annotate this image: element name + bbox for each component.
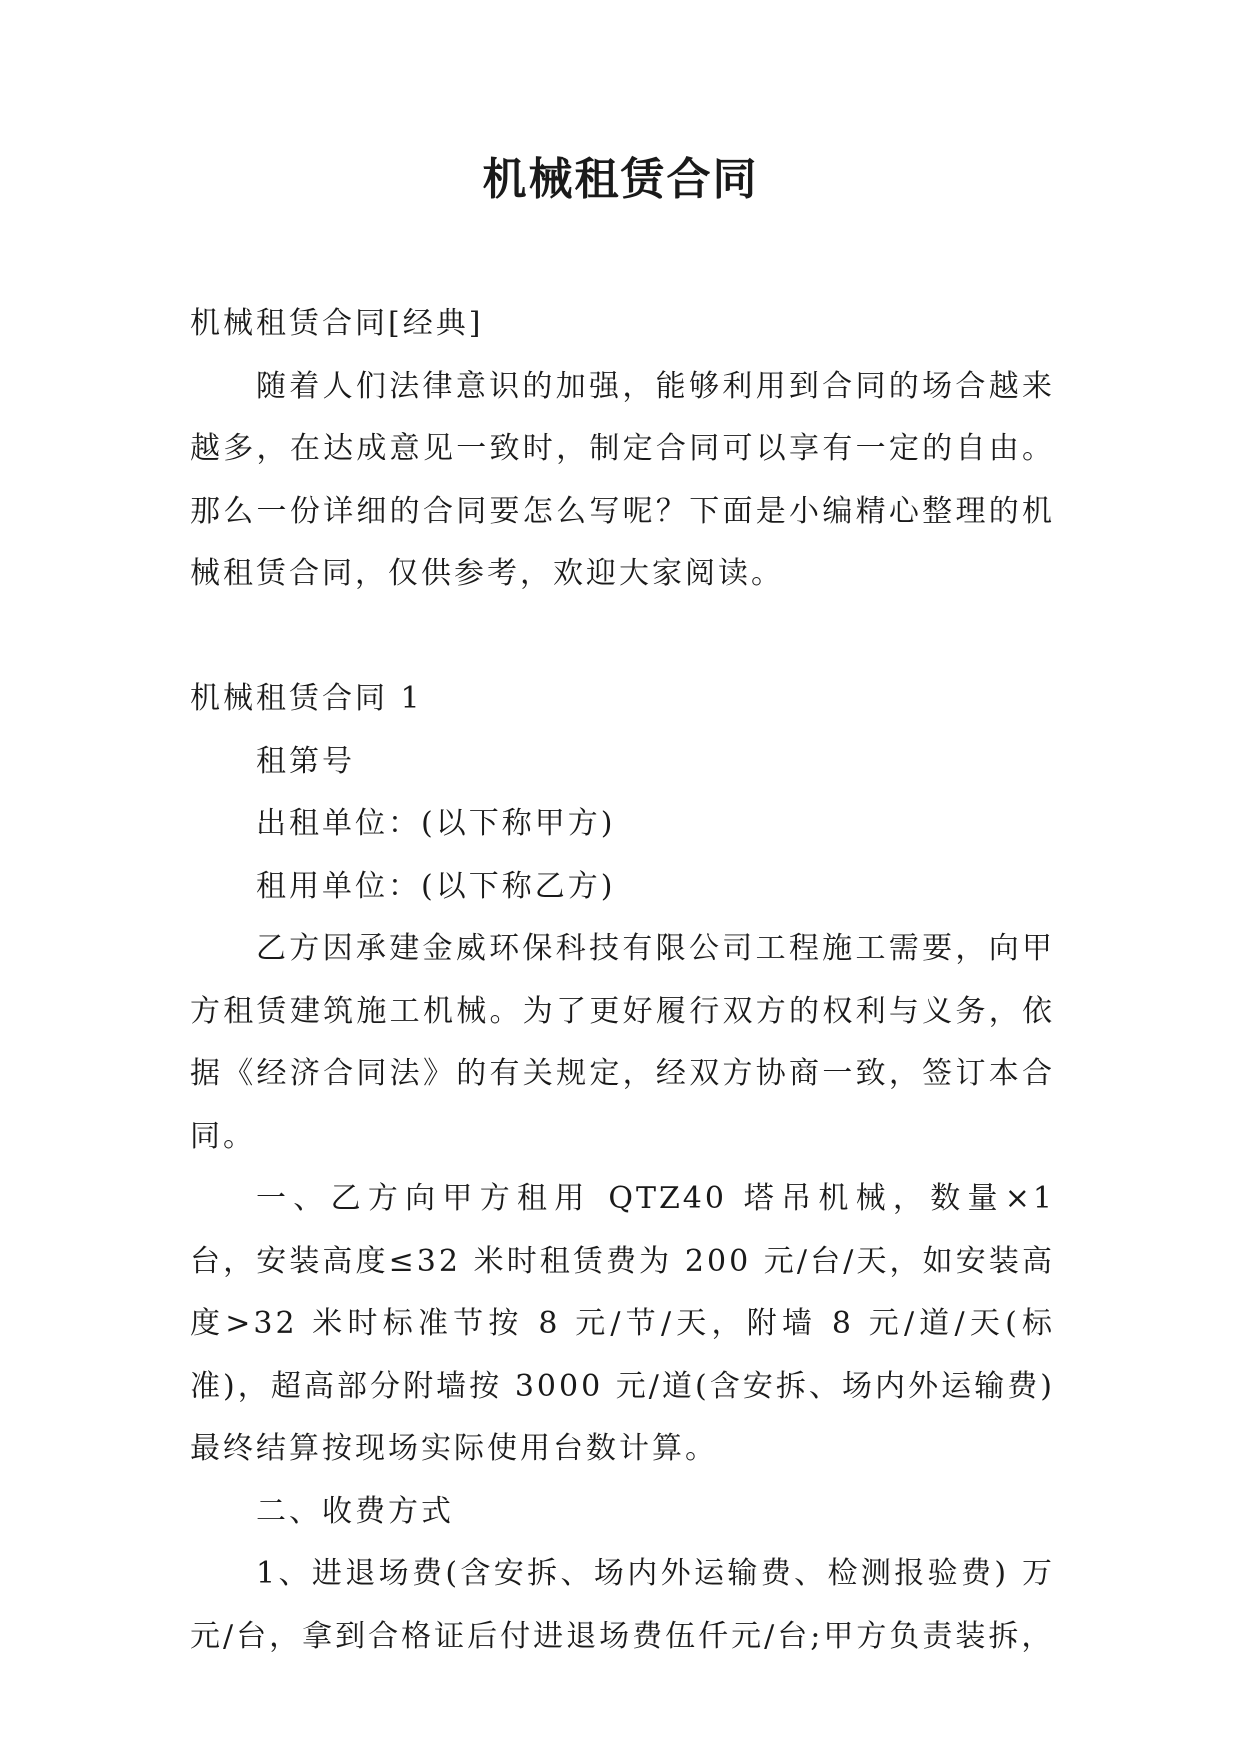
clause-2-heading: 二、收费方式 bbox=[256, 1493, 454, 1529]
document-subtitle: 机械租赁合同[经典] bbox=[190, 306, 484, 341]
document-title: 机械租赁合同 bbox=[482, 154, 759, 205]
preamble-paragraph: 乙方因承建金威环保科技有限公司工程施工需要，向甲方租赁建筑施工机械。为了更好履行双方的权利与义务，依据《经济合同法》的有关规定，经双方协商一致，签订本合同。 bbox=[190, 931, 1055, 1154]
lessor-line: 出租单位：(以下称甲方) bbox=[256, 806, 616, 841]
document-body bbox=[190, 293, 1055, 1668]
clause-2-item-1: 1、进退场费(含安拆、场内外运输费、检测报验费) 万元/台，拿到合格证后付进退场费伍仟元/台;甲方负责装拆， bbox=[190, 1556, 1055, 1654]
clause-1-paragraph: 一、乙方向甲方租用 QTZ40 塔吊机械，数量×1 台，安装高度≤32 米时租赁费为 200 元/台/天，如安装高度>32 米时标准节按 8 元/节/天，附墙 8 元/道/天(标准)，超高部分附墙按 3000 元/道(含安拆、场内外运输费)最终结算按现场实际使用台数计算。 bbox=[190, 1181, 1055, 1466]
lease-number: 租第号 bbox=[256, 743, 355, 779]
intro-paragraph: 随着人们法律意识的加强，能够利用到合同的场合越来越多，在达成意见一致时，制定合同可以享有一定的自由。那么一份详细的合同要怎么写呢？下面是小编精心整理的机械租赁合同，仅供参考，欢迎大家阅读。 bbox=[190, 368, 1055, 591]
lessee-line: 租用单位：(以下称乙方) bbox=[256, 868, 616, 904]
section-heading: 机械租赁合同 1 bbox=[190, 681, 423, 716]
